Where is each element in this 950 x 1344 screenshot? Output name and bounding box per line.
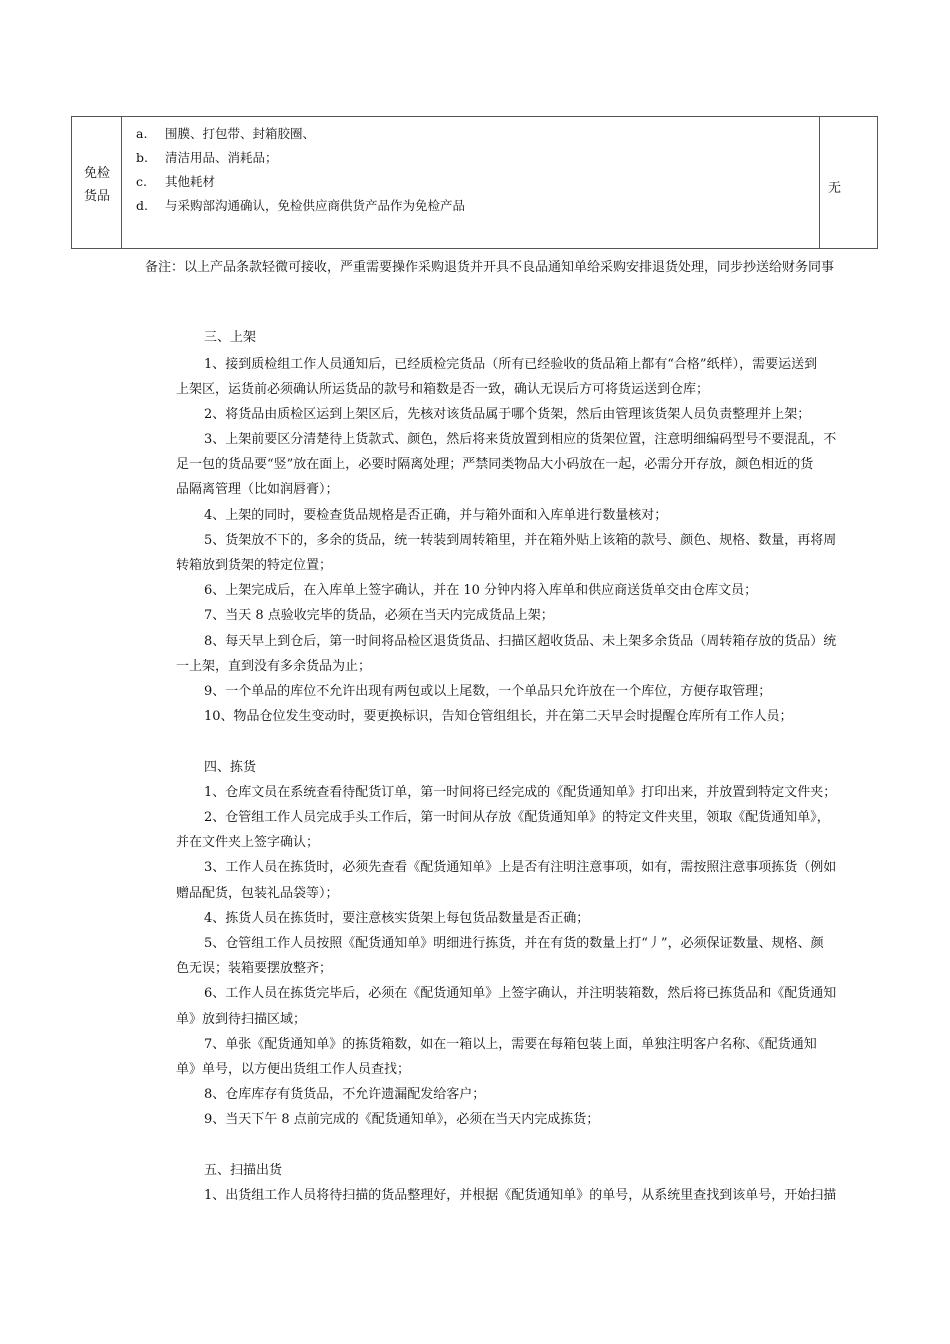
paragraph-line: 色无误；装箱要摆放整齐；	[176, 961, 333, 976]
table-item: c. 其他耗材	[136, 174, 216, 189]
paragraph-line: 品隔离管理（比如润唇膏）；	[176, 482, 339, 497]
paragraph-line: 6、工作人员在拣货完毕后，必须在《配货通知单》上签字确认，并注明装箱数，然后将已拣货品和《配货通知	[204, 986, 837, 1001]
paragraph-line: 4、上架的同时，要检查货品规格是否正确，并与箱外面和入库单进行数量核对；	[204, 508, 668, 523]
category-cell	[72, 117, 122, 248]
paragraph-line: 3、工作人员在拣货时，必须先查看《配货通知单》上是否有注明注意事项，如有，需按照注意事项拣货（例如	[204, 860, 837, 875]
paragraph-line: 一上架，直到没有多余货品为止；	[176, 659, 372, 674]
paragraph-line: 1、出货组工作人员将待扫描的货品整理好，并根据《配货通知单》的单号，从系统里查找到该单号，开始扫描	[204, 1188, 837, 1203]
paragraph-line: 6、上架完成后，在入库单上签字确认，并在 10 分钟内将入库单和供应商送货单交由仓库文员；	[204, 583, 758, 598]
paragraph-line: 赠品配货，包装礼品袋等）；	[176, 886, 339, 901]
section-title: 四、拣货	[204, 760, 257, 775]
paragraph-line: 2、将货品由质检区运到上架区后，先核对该货品属于哪个货架，然后由管理该货架人员负责整理并上架；	[204, 407, 811, 422]
paragraph-line: 7、当天 8 点验收完毕的货品，必须在当天内完成货品上架；	[204, 608, 554, 623]
table-note: 备注：以上产品条款轻微可接收，严重需要操作采购退货并开具不良品通知单给采购安排退货处理，同步抄送给财务同事	[145, 260, 835, 275]
result-cell	[820, 117, 877, 248]
paragraph-line: 8、每天早上到仓后，第一时间将品检区退货货品、扫描区超收货品、未上架多余货品（周转箱存放的货品）统	[204, 634, 837, 649]
paragraph-line: 转箱放到货架的特定位置；	[176, 558, 333, 573]
paragraph-line: 1、仓库文员在系统查看待配货订单，第一时间将已经完成的《配货通知单》打印出来，并放置到特定文件夹；	[204, 785, 837, 800]
table-item: b. 清洁用品、消耗品；	[136, 150, 278, 165]
category-label-line1: 免检	[83, 166, 110, 181]
paragraph-line: 2、仓管组工作人员完成手头工作后，第一时间从存放《配货通知单》的特定文件夹里，领取《配货通知单》，	[204, 810, 830, 825]
paragraph-line: 上架区，运货前必须确认所运货品的款号和箱数是否一致，确认无误后方可将货运送到仓库；	[176, 382, 710, 397]
paragraph-line: 4、拣货人员在拣货时，要注意核实货架上每包货品数量是否正确；	[204, 911, 590, 926]
paragraph-line: 并在文件夹上签字确认；	[176, 835, 320, 850]
exempt-goods-table	[71, 116, 878, 249]
paragraph-line: 9、一个单品的库位不允许出现有两包或以上尾数，一个单品只允许放在一个库位，方便存取管理；	[204, 684, 772, 699]
category-label-line2: 货品	[83, 189, 110, 204]
table-item: d. 与采购部沟通确认，免检供应商供货产品作为免检产品	[136, 198, 466, 213]
section-title: 三、上架	[204, 330, 257, 345]
paragraph-line: 8、仓库库存有货货品，不允许遗漏配发给客户；	[204, 1087, 486, 1102]
paragraph-line: 7、单张《配货通知单》的拣货箱数，如在一箱以上，需要在每箱包装上面，单独注明客户名称、《配货通知	[204, 1037, 817, 1052]
paragraph-line: 5、仓管组工作人员按照《配货通知单》明细进行拣货，并在有货的数量上打“丿”，必须保证数量、规格、颜	[204, 936, 824, 951]
result-value: 无	[828, 181, 842, 196]
table-item: a. 围膜、打包带、封箱胶圈、	[136, 126, 316, 141]
paragraph-line: 10、物品仓位发生变动时，要更换标识，告知仓管组组长，并在第二天早会时提醒仓库所有工作人员；	[204, 709, 793, 724]
paragraph-line: 单》单号，以方便出货组工作人员查找；	[176, 1062, 411, 1077]
paragraph-line: 3、上架前要区分清楚待上货款式、颜色，然后将来货放置到相应的货架位置，注意明细编码型号不要混乱，不	[204, 432, 837, 447]
paragraph-line: 足一包的货品要“竖”放在面上，必要时隔离处理；严禁同类物品大小码放在一起，必需分开存放，颜色相近的货	[176, 457, 814, 472]
paragraph-line: 5、货架放不下的，多余的货品，统一转装到周转箱里，并在箱外贴上该箱的款号、颜色、规格、数量，再将周	[204, 533, 837, 548]
items-cell	[122, 117, 820, 248]
paragraph-line: 1、接到质检组工作人员通知后，已经质检完货品（所有已经验收的货品箱上都有“合格”纸样），需要运送到	[204, 357, 818, 372]
section-title: 五、扫描出货	[204, 1163, 283, 1178]
paragraph-line: 9、当天下午 8 点前完成的《配货通知单》，必须在当天内完成拣货；	[204, 1112, 600, 1127]
paragraph-line: 单》放到待扫描区域；	[176, 1012, 307, 1027]
